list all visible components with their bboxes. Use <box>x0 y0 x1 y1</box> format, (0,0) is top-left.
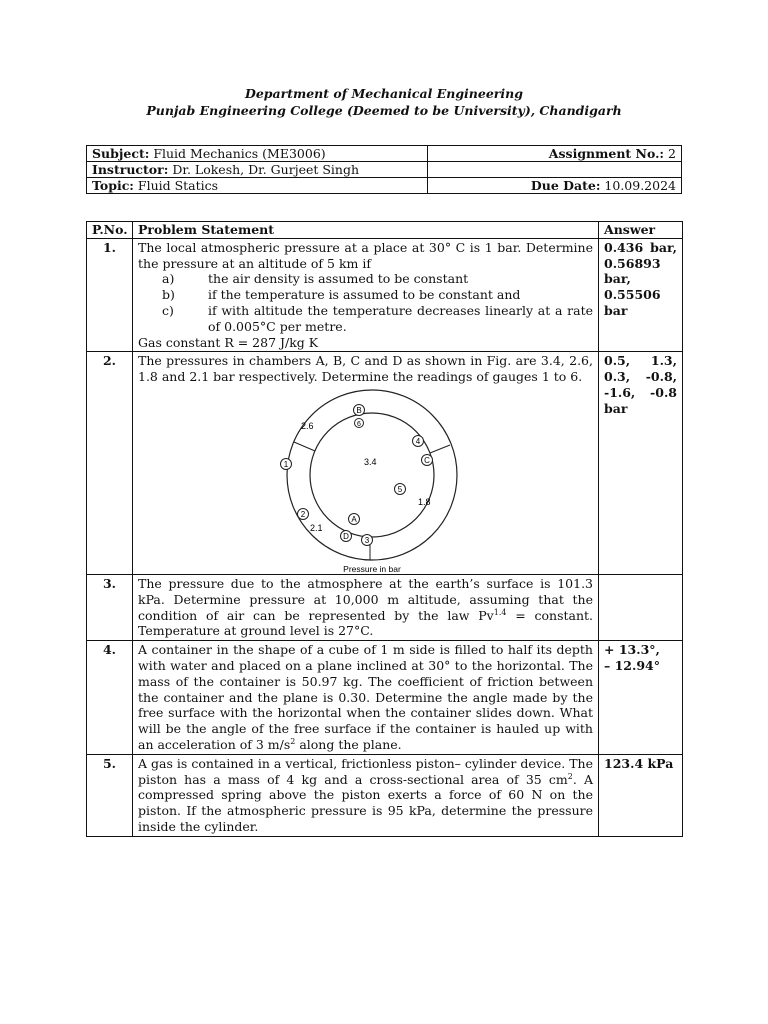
chamber-label: D <box>343 531 349 541</box>
problem-text: = constant. Temperature at ground level is 27°C. <box>138 607 594 639</box>
problem-number: 1. <box>87 238 133 352</box>
gas-constant-note: Gas constant R = 287 J/kg K <box>138 334 319 350</box>
answer-cell <box>599 641 683 755</box>
col-pno-header: P.No. <box>87 222 133 239</box>
due-date-label: Due Date: <box>530 178 601 193</box>
problem-number: 3. <box>87 574 133 640</box>
assignment-label: Assignment No.: <box>548 146 665 161</box>
table-row <box>87 352 683 575</box>
subject-cell <box>87 146 428 162</box>
assignment-cell <box>428 146 682 162</box>
problem-text: . A compressed spring above the piston exerts a force of 60 N on the piston. If the atmospheric pressure is 95 kPa, determine the pressure inside the cylinder. <box>138 771 593 834</box>
answer-text: 123.4 kPa <box>604 755 674 771</box>
college-heading: Punjab Engineering College (Deemed to be University), Chandigarh <box>146 103 622 118</box>
sub-question-label: c) <box>162 302 174 318</box>
answer-text: – 12.94° <box>604 657 660 673</box>
inner-circle <box>310 413 434 537</box>
info-row <box>87 162 682 178</box>
problem-statement <box>133 574 599 640</box>
problem-number: 4. <box>87 641 133 755</box>
sub-question-label: b) <box>162 287 175 303</box>
sub-question-text: if with altitude the temperature decreases linearly at a rate of 0.005°C per metre. <box>208 302 593 334</box>
problem-text: The pressure due to the atmosphere at the earth’s surface is 101.3 kPa. Determine pressure at 10,000 m altitude, assuming that the condition of air can be represented by the law Pv <box>138 575 593 623</box>
partition-right <box>430 445 450 453</box>
problems-table <box>86 221 683 837</box>
table-row <box>87 641 683 755</box>
col-problem-header: Problem Statement <box>133 222 599 239</box>
info-row <box>87 178 682 194</box>
subject-value: Fluid Mechanics (ME3006) <box>153 146 326 161</box>
answer-cell <box>599 754 683 836</box>
table-row <box>87 238 683 352</box>
answer-cell <box>599 238 683 352</box>
sub-question-text: if the temperature is assumed to be constant and <box>208 287 521 303</box>
table-row <box>87 574 683 640</box>
assignment-value: 2 <box>668 146 676 161</box>
topic-cell <box>87 178 428 194</box>
answer-cell <box>599 352 683 575</box>
problem-statement <box>133 352 599 575</box>
chamber-label: A <box>351 514 357 524</box>
region-value: 1.8 <box>418 496 431 507</box>
instructor-value: Dr. Lokesh, Dr. Gurjeet Singh <box>172 162 360 177</box>
answer-text: + 13.3°, <box>604 642 660 658</box>
problem-number: 5. <box>87 754 133 836</box>
region-value: 2.6 <box>301 420 314 431</box>
due-date-cell <box>428 178 682 194</box>
sub-question <box>138 303 593 335</box>
pressure-chambers-figure <box>270 389 474 573</box>
sub-question <box>138 271 593 287</box>
exponent: 1.4 <box>493 607 507 617</box>
outer-ring <box>287 390 457 560</box>
col-answer-header: Answer <box>599 222 683 239</box>
region-value: 3.4 <box>364 456 377 467</box>
problem-number: 2. <box>87 352 133 575</box>
figure-caption: Pressure in bar <box>343 563 401 573</box>
instructor-label: Instructor: <box>92 162 169 177</box>
sub-question <box>138 287 593 303</box>
answer-text: 0.5, 1.3, 0.3, -0.8, -1.6, -0.8 bar <box>604 353 677 416</box>
instructor-cell <box>87 162 428 178</box>
problem-statement <box>133 754 599 836</box>
table-row <box>87 754 683 836</box>
problem-text: A gas is contained in a vertical, frictionless piston– cylinder device. The piston has a mass of 4 kg and a cross-sectional area of 35 cm <box>138 755 593 787</box>
answer-text: 0.436 bar, 0.56893 bar, 0.55506 bar <box>604 239 677 318</box>
gauge-label: 1 <box>283 459 289 469</box>
gauge-label: 4 <box>415 436 421 446</box>
topic-value: Fluid Statics <box>137 178 219 193</box>
problem-text: The local atmospheric pressure at a place at 30° C is 1 bar. Determine the pressure at an altitude of 5 km if <box>138 239 593 271</box>
problem-text: A container in the shape of a cube of 1 m side is filled to half its depth with water and placed on a plane inclined at 30° to the horizontal. The mass of the container is 50.97 kg. The coefficient of friction between the container and the plane is 0.30. Determine the angle made by the free surface with the horizontal when the container slides down. What will be the angle of the free surface if the container is hauled up with an acceleration of 3 m/s <box>138 642 593 752</box>
exponent: 2 <box>567 771 573 781</box>
department-heading: Department of Mechanical Engineering <box>245 86 523 101</box>
info-row <box>87 146 682 162</box>
exponent: 2 <box>290 736 296 746</box>
gauge-label: 2 <box>300 509 306 519</box>
table-header-row <box>87 222 683 239</box>
empty-cell <box>428 162 682 178</box>
gauge-label: 3 <box>364 535 370 545</box>
gauge-label: 5 <box>397 484 403 494</box>
sub-question-label: a) <box>162 271 175 287</box>
partition-left <box>294 442 315 451</box>
topic-label: Topic: <box>92 178 134 193</box>
due-date-value: 10.09.2024 <box>604 178 676 193</box>
problem-statement <box>133 238 599 352</box>
problem-text: The pressures in chambers A, B, C and D as shown in Fig. are 3.4, 2.6, 1.8 and 2.1 bar respectively. Determine the readings of gauges 1 to 6. <box>138 353 593 385</box>
problem-text: along the plane. <box>295 736 402 752</box>
sub-question-text: the air density is assumed to be constant <box>208 271 469 287</box>
chamber-label: C <box>424 455 430 465</box>
subject-label: Subject: <box>92 146 150 161</box>
assignment-info-table <box>86 145 682 194</box>
region-value: 2.1 <box>310 522 323 533</box>
chamber-label: B <box>356 405 362 415</box>
answer-cell <box>599 574 683 640</box>
gauge-label: 6 <box>357 420 361 428</box>
problem-statement <box>133 641 599 755</box>
